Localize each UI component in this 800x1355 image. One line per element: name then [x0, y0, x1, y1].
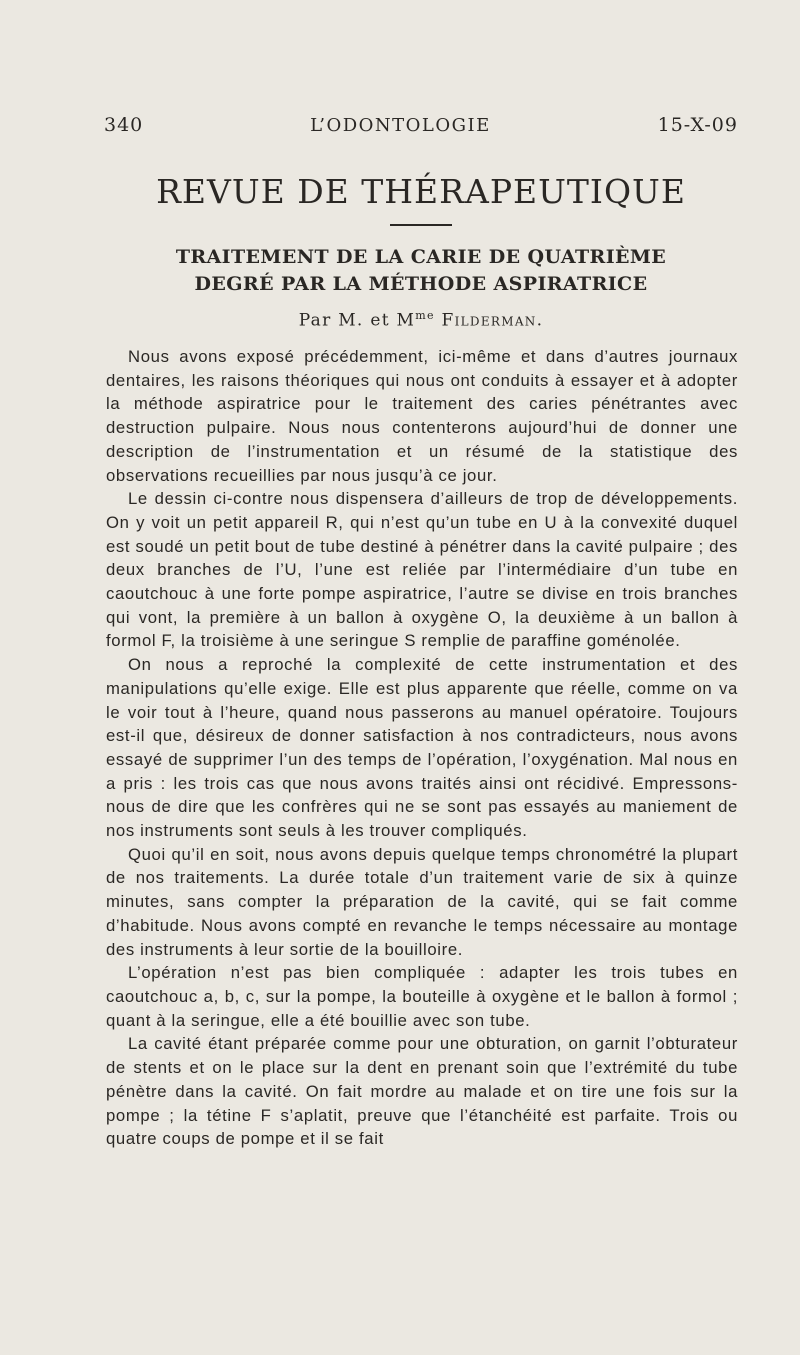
journal-title: L’ODONTOLOGIE	[310, 115, 491, 136]
article-body	[106, 345, 738, 1151]
paragraph: Quoi qu’il en soit, nous avons depuis quelque temps chronométré la plupart de nos traitements. La durée totale d’un traitement varie de six à quinze minutes, sans compter la préparation de la cavité, qui se fait comme d’habitude. Nous avons compté en revanche le temps nécessaire au montage des instruments à leur sortie de la bouilloire.	[106, 844, 738, 959]
paragraph: Nous avons exposé précédemment, ici-même et dans d’autres journaux dentaires, les raisons théoriques qui nous ont conduits à essayer et à adopter la méthode aspiratrice pour le traitement des caries pénétrantes avec destruction pulpaire. Nous nous contenterons aujourd’hui de donner une description de l’instrumentation et un résumé de la statistique des observations recueillies par nous jusqu’à ce jour.	[106, 347, 738, 485]
issue-date: 15-X-09	[657, 114, 738, 136]
section-title: REVUE DE THÉRAPEUTIQUE	[156, 172, 686, 211]
paragraph: Le dessin ci-contre nous dispensera d’ailleurs de trop de développements. On y voit un petit appareil R, qui n’est qu’un tube en U à la convexité duquel est soudé un petit bout de tube destiné à pénétrer dans la cavité pulpaire ; des deux branches de l’U, l’une est reliée par l’intermédiaire d’un tube en caoutchouc à une forte pompe aspiratrice, l’autre se divise en trois branches qui vont, la première à un ballon à oxygène O, la deuxième à un ballon à formol F, la troisième à une seringue S remplie de paraffine goménolée.	[106, 489, 738, 651]
paragraph: La cavité étant préparée comme pour une obturation, on garnit l’obturateur de stents et on le place sur la dent en prenant soin que l’extrémité du tube pénètre dans la cavité. On fait mordre au malade et on tire une fois sur la pompe ; la tétine F s’aplatit, preuve que l’étanchéité est parfaite. Trois ou quatre coups de pompe et il se fait	[106, 1034, 738, 1149]
author-name: Filderman.	[441, 310, 544, 331]
title-divider	[390, 224, 452, 226]
paragraph: On nous a reproché la complexité de cette instrumentation et des manipulations qu’elle exige. Elle est plus apparente que réelle, comme on va le voir tout à l’heure, quand nous passerons au manuel opératoire. Toujours est-il que, désireux de donner satisfaction à nos contradicteurs, nous avons essayé de supprimer l’un des temps de l’opération, l’oxygénation. Mal nous en a pris : les trois cas que nous avons traités ainsi ont récidivé. Empressons-nous de dire que les confrères qui ne se sont pas essayés au maniement de nos instruments sont seuls à les trouver compliqués.	[106, 655, 738, 841]
byline-superscript: me	[415, 309, 435, 322]
article-title-line-2: DEGRÉ PAR LA MÉTHODE ASPIRATRICE	[194, 273, 648, 295]
page-number: 340	[104, 114, 144, 136]
paragraph: L’opération n’est pas bien compliquée : adapter les trois tubes en caoutchouc a, b, c, sur la pompe, la bouteille à oxygène et le ballon à formol ; quant à la seringue, elle a été bouillie avec son tube.	[106, 963, 738, 1030]
running-head	[104, 114, 738, 136]
byline-prefix: Par M. et M	[298, 310, 416, 331]
article-title-line-1: TRAITEMENT DE LA CARIE DE QUATRIÈME	[175, 246, 667, 268]
article-title	[104, 244, 738, 298]
byline	[104, 309, 738, 331]
